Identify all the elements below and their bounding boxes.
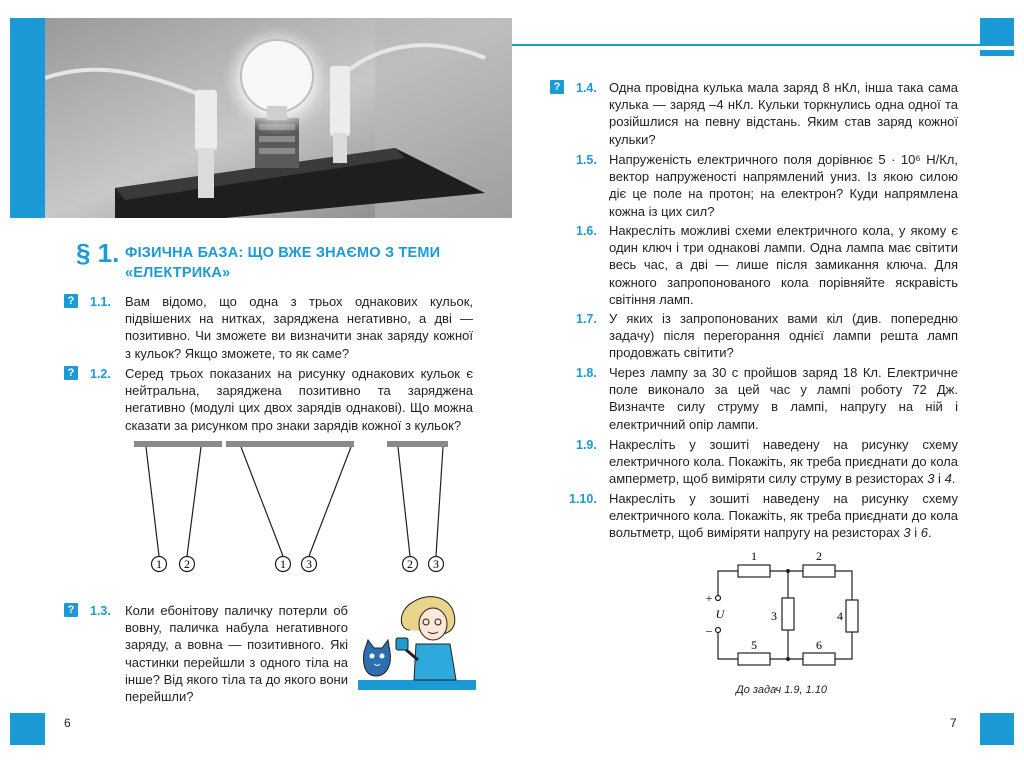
problem-text: Вам відомо, що одна з трьох однакових кульок, підвішених на нитках, заряджена негативно, а дві — позитивно. Чи зможете ви визначити знак заряду кожної з кульок? Якщо зможете, то як саме? — [125, 294, 473, 361]
resistor-ref: 3 — [903, 525, 911, 541]
page-number-right: 7 — [950, 716, 957, 730]
lamp-photo — [45, 18, 512, 218]
problem-number: 1.10. — [569, 492, 597, 506]
section-title: ФІЗИЧНА БАЗА: ЩО ВЖЕ ЗНАЄМО З ТЕМИ «ЕЛЕКТРИКА» — [125, 245, 441, 281]
resistor-label: 2 — [816, 549, 822, 563]
question-icon: ? — [64, 603, 78, 617]
corner-tab-right-small — [980, 50, 1014, 56]
problem-number: 1.3. — [90, 604, 111, 618]
conjunction: і — [938, 471, 941, 487]
ball-label: 3 — [306, 557, 312, 571]
corner-tab-top-right — [980, 18, 1014, 46]
resistor-ref: 6 — [920, 525, 928, 541]
header-rule — [512, 44, 980, 46]
figure-caption: До задач 1.9, 1.10 — [736, 684, 828, 696]
problem-text — [609, 436, 958, 488]
hanging-balls-figure — [120, 436, 480, 580]
ball-label: 1 — [156, 557, 162, 571]
minus-terminal: – — [706, 623, 712, 637]
problem-text: Коли ебонітову паличку потерли об вовну, паличка набула негативного заряду, а вовна — позитивного. Які частинки перейшли з одного тіла на інше? Від якого тіла та до якого вони перейшли? — [125, 603, 348, 705]
problem-number: 1.6. — [576, 224, 597, 238]
question-icon: ? — [64, 366, 78, 380]
resistor-ref: 3 — [927, 471, 935, 487]
problem-number: 1.2. — [90, 367, 111, 381]
circuit-diagram — [700, 548, 870, 668]
problem-number: 1.5. — [576, 153, 597, 167]
question-icon: ? — [550, 80, 564, 94]
ball-label: 2 — [407, 557, 413, 571]
problem-text: У яких із запропонованих вами кіл (див. попередню задачу) після перегорання однієї лампи решта ламп продовжать світити? — [609, 311, 958, 361]
page-number-left: 6 — [64, 716, 71, 730]
problem-number: 1.9. — [576, 438, 597, 452]
problem-number: 1.1. — [90, 295, 111, 309]
resistor-ref: 4 — [944, 471, 952, 487]
resistor-label: 6 — [816, 638, 822, 652]
period: . — [951, 471, 956, 487]
corner-tab-bottom-right — [980, 713, 1014, 745]
problem-number: 1.4. — [576, 81, 597, 95]
problem-number: 1.7. — [576, 312, 597, 326]
plus-terminal: + — [705, 591, 713, 605]
resistor-label: 1 — [751, 549, 757, 563]
problem-text-main: Накресліть у зошиті наведену на рисунку схему електричного кола. Покажіть, як треба приєднати до кола амперметр, щоб виміряти силу струму в резисторах — [609, 437, 958, 487]
problem-text — [609, 490, 958, 542]
ball-label: 1 — [280, 557, 286, 571]
resistor-label: 5 — [751, 638, 757, 652]
conjunction: і — [914, 525, 918, 541]
problem-number: 1.8. — [576, 366, 597, 380]
girl-with-cat-illustration — [358, 590, 476, 690]
voltage-label: U — [715, 607, 725, 621]
corner-tab-top-left — [10, 18, 45, 218]
resistor-label: 3 — [771, 609, 777, 623]
ball-label: 3 — [433, 557, 439, 571]
question-icon: ? — [64, 294, 78, 308]
resistor-label: 4 — [837, 609, 843, 623]
problem-text: Серед трьох показаних на рисунку однакових кульок є нейтральна, заряджена позитивно та заряджена негативно (модулі цих двох зарядів однакові). Що можна сказати за рисунком про знаки зарядів кожної з кульок? — [125, 366, 473, 433]
problem-text-main: Накресліть у зошиті наведену на рисунку схему електричного кола. Покажіть, як треба приєднати до кола вольтметр, щоб виміряти напругу на резисторах — [609, 491, 958, 541]
problem-text: Одна провідна кулька мала заряд 8 нКл, інша така сама кулька — заряд –4 нКл. Кульки торкнулись одна одної та розійшлися на певну відстань. Яким став заряд кожної кульки? — [609, 80, 958, 147]
problem-text: Накресліть можливі схеми електричного кола, у якому є один ключ і три однакові лампи. Одна лампа має світити весь час, а дві — лише після замикання ключа. Для кожного запропонованого кола порівняйте яскравість світіння ламп. — [609, 223, 958, 307]
corner-tab-bottom-left — [10, 713, 45, 745]
period: . — [927, 525, 932, 541]
problem-text: Напруженість електричного поля дорівнює 5 · 10⁶ Н/Кл, вектор напруженості напрямлений униз. Із якою силою діє це поле на протон; на електрон? Куди напрямлена кожна із цих сил? — [609, 152, 958, 219]
section-number: § 1. — [76, 238, 120, 268]
problem-text: Через лампу за 30 с пройшов заряд 18 Кл. Електричне поле виконало за цей час у лампі роботу 72 Дж. Визначте силу струму в лампі, напругу на ній і електричний опір лампи. — [609, 365, 958, 432]
ball-label: 2 — [184, 557, 190, 571]
